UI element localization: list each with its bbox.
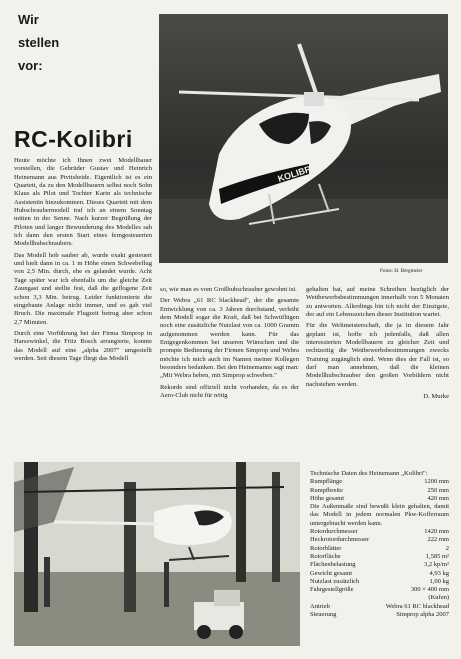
- photo-helicopter-bottom: [14, 462, 300, 646]
- spec-label: Flächenbelastung: [310, 561, 356, 569]
- spec-row: [310, 561, 449, 569]
- spec-label: Steuerung: [310, 611, 337, 619]
- spec-row: [310, 545, 449, 553]
- paragraph: Durch eine Vorführung bei der Firma Simprop in Harsewinkel, die Fritz Bosch arrangierte, konnte das Modell auf eine „alpha 2007" umgestellt werden. Seit diesem Tage fliegt das Modell: [14, 329, 152, 362]
- spec-label: Rotorblätter: [310, 544, 342, 552]
- spec-row: [310, 611, 449, 619]
- spec-value: 1420 mm: [424, 528, 449, 536]
- spec-row: [310, 478, 449, 486]
- article-column-2: [160, 286, 299, 403]
- spec-value: Simprop alpha 2007: [396, 611, 449, 619]
- spec-row: [310, 536, 449, 544]
- spec-row: [310, 603, 449, 611]
- spec-row: [310, 495, 449, 503]
- spec-row: [310, 570, 449, 578]
- intro-heading: [18, 8, 148, 77]
- spec-value: (Kufen): [428, 594, 449, 602]
- spec-row: [310, 586, 449, 594]
- paragraph: Für die Weltmeisterschaft, die ja in diesem Jahr geplant ist, hoffe ich jedenfalls, daß allen interessierten Modellbauern zu gleicher Zeit und rechtzeitig die Wettbewerbsbestimmungen zwecks Training zugänglich sind. Wenn dies der Fall ist, so darf man annehmen, daß die kleinen Modellhubschrauber den großen Vorbildern nicht nachstehen werden.: [306, 322, 449, 388]
- author-signature: D. Murke: [423, 393, 449, 401]
- spec-note: Die Außenmaße sind bewußt klein gehalten, damit das Modell in jedem normalen Pkw-Kofferraum untergebracht werden kann.: [310, 503, 449, 527]
- spec-label: Heckrotordurchmesser: [310, 536, 370, 544]
- spec-row: [310, 594, 449, 602]
- helicopter-photo-illustration: [159, 14, 448, 263]
- spec-value: 1200 mm: [424, 478, 449, 486]
- paragraph: Heute möchte ich Ihnen zwei Modellbauer vorstellen, die Gebrüder Gustav und Heinrich Heinemann aus Ptvttsheide. Eigentlich ist es ein Quartett, da zu den Modellbauern selbst noch Sohn Klaus als Pilot und Tochter Karin als technische Assistentin hinzukommen. Dieses Quartett mit dem Hubschraubermodell traf ich an einem Sonntag mitten in der Senne. Nach kurzer Begrüßung der Piloten und langer Bewunderung des Modelles sah ich dann den ersten Start eines ferngesteuerten Modellhubschraubers.: [14, 157, 152, 248]
- spec-value: 222 mm: [427, 536, 449, 544]
- article-column-3: [306, 286, 449, 404]
- helicopter-flight-photo-illustration: [14, 462, 300, 646]
- spec-row: [310, 553, 449, 561]
- spec-value: Webra 61 RC blackhead: [385, 602, 449, 610]
- technical-data-title: Technische Daten des Heinemann „Kolibri":: [310, 470, 428, 477]
- paragraph: Rekorde sind offiziell nicht vorhanden, da es der Aero-Club nicht für nötig: [160, 383, 299, 400]
- spec-label: Rumpflänge: [310, 478, 343, 486]
- spec-label: Antrieb: [310, 602, 330, 610]
- spec-value: 1,00 kg: [429, 577, 449, 585]
- intro-line: Wir: [18, 12, 39, 27]
- photo-helicopter-top: [159, 14, 448, 263]
- intro-line: stellen: [18, 35, 60, 50]
- paragraph: Das Modell hob sauber ab, wurde exakt gesteuert und hielt dann in ca. 1 m Höhe einen Schwebeflug von 2,5 Min. durch, ehe es gelandet wurde. Acht Tage später war ich ebenfalls um die gleiche Zeit Zaungast und stellte fest, daß die geflogene Zeit schon 3,3 Min. betrug. Leider funktionierte die eingebaute Anlage nicht immer, und es gab viel Bruch. Die maximale Flugzeit betrug aber schon 2,7 Minuten.: [14, 251, 152, 326]
- spec-row: [310, 528, 449, 536]
- spec-label: Rotorfläche: [310, 552, 341, 560]
- spec-label: Gewicht gesamt: [310, 569, 353, 577]
- spec-label: Rotordurchmesser: [310, 528, 358, 536]
- helicopter-label-text: KOLIBRI: [276, 162, 315, 184]
- spec-row: [310, 487, 449, 495]
- photo-credit: Fotos: H. Bergmeier: [380, 268, 423, 274]
- article-column-1: [14, 157, 152, 366]
- spec-label: Fahrgestellgröße: [310, 586, 354, 594]
- spec-value: 1,585 m²: [425, 552, 449, 560]
- spec-row: [310, 578, 449, 586]
- paragraph: Der Webra „61 RC blackhead", der die gesamte Entwicklung von ca. 3 Jahren durchstand, verleiht dem Modell sogar die Kraft, daß bei Schwüflügen noch eine zusätzliche Nutzlast von ca. 1000 Gramm aufgenommen werden kann. Für das Entgegenkommen bei unseren Wünschen und die prompte Bedienung der Firmen Simprop und Webra möchte ich mich auch im Namen meiner Kollegen besonders bedanken. Bei den Heinemanns sagt man: „Mit Webra heben, mit Simprop schweben.": [160, 297, 299, 380]
- spec-value: 250 mm: [427, 486, 449, 494]
- spec-value: 3,2 kp/m²: [423, 561, 449, 569]
- paragraph: gehalten hat, auf meine Schreiben bezüglich der Wettbewerbsbestimmungen innerhalb von 5 Monaten zu antworten. Allerdings bin ich nicht der Einzigste, der auf ein Lebenszeichen dieser Institution wartet.: [306, 286, 449, 319]
- intro-line: vor:: [18, 58, 43, 73]
- spec-value: 4,93 kg: [429, 569, 449, 577]
- spec-value: 2: [445, 544, 449, 552]
- spec-label: Rumpfbreite: [310, 486, 343, 494]
- spec-label: Nutzlast zusätzlich: [310, 577, 360, 585]
- article-headline: RC-Kolibri: [14, 126, 133, 152]
- paragraph: so, wie man es vom Großhubschrauber gewohnt ist.: [160, 286, 297, 293]
- spec-value: 420 mm: [427, 494, 449, 502]
- technical-data-box: [310, 470, 449, 619]
- spec-value: 300 × 400 mm: [410, 586, 449, 594]
- spec-label: Höhe gesamt: [310, 494, 345, 502]
